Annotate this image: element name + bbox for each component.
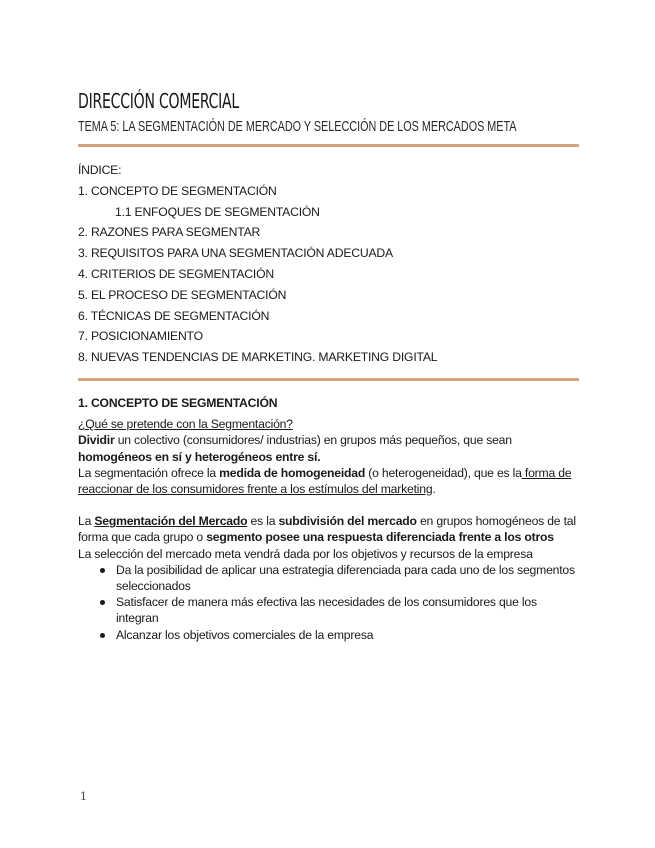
homog-text-start: La segmentación ofrece la <box>78 465 220 480</box>
homog-bold: medida de homogeneidad <box>219 465 366 480</box>
bullet-list <box>78 562 578 643</box>
divider-bottom <box>78 378 579 381</box>
toc-label: ÍNDICE: <box>78 163 122 177</box>
homog-end: . <box>432 482 436 497</box>
toc-item: 5. EL PROCESO DE SEGMENTACIÓN <box>78 287 287 302</box>
toc-item: 4. CRITERIOS DE SEGMENTACIÓN <box>78 266 274 281</box>
seg-bold-underline: Segmentación del Mercado <box>94 514 248 529</box>
def-bold-homogeneos: homogéneos en sí y heterogéneos entre sí. <box>78 449 321 464</box>
table-of-contents <box>78 160 437 368</box>
toc-item: 1. CONCEPTO DE SEGMENTACIÓN <box>78 183 277 198</box>
homog-underline: forma de reaccionar de los consumidores frente a los estímulos del marketing <box>78 465 572 497</box>
seg-text-mid: es la <box>247 514 279 529</box>
seg-text-groups: en grupos homogéneos de tal forma que cada grupo o <box>78 514 576 545</box>
toc-item: 8. NUEVAS TENDENCIAS DE MARKETING. MARKETING DIGITAL <box>78 350 438 365</box>
section-concepto <box>78 395 578 643</box>
list-item: Da la posibilidad de aplicar una estrategia diferenciada para cada uno de los segmentos seleccionados <box>116 562 578 594</box>
def-text: un colectivo (consumidores/ industrias) en grupos más pequeños, que sean <box>114 433 512 448</box>
paragraph-gap <box>78 497 578 513</box>
homog-text-mid: (o heterogeneidad), que es la <box>365 465 522 480</box>
toc-item: 2. RAZONES PARA SEGMENTAR <box>78 225 261 240</box>
section-question: ¿Qué se pretende con la Segmentación? <box>78 417 293 432</box>
segmentation-definition <box>78 513 578 545</box>
list-item: Satisfacer de manera más efectiva las necesidades de los consumidores que los integran <box>116 594 578 626</box>
definition-paragraph <box>78 432 578 464</box>
page-number: 1 <box>80 790 87 803</box>
document-subtitle: TEMA 5: LA SEGMENTACIÓN DE MERCADO Y SELECCIÓN DE LOS MERCADOS META <box>78 118 517 135</box>
document-page <box>78 0 578 848</box>
divider-top <box>78 144 579 147</box>
toc-item: 7. POSICIONAMIENTO <box>78 329 203 344</box>
toc-item: 6. TÉCNICAS DE SEGMENTACIÓN <box>78 308 270 323</box>
section-heading: 1. CONCEPTO DE SEGMENTACIÓN <box>78 396 278 410</box>
toc-item: 3. REQUISITOS PARA UNA SEGMENTACIÓN ADECUADA <box>78 246 393 261</box>
def-bold-dividir: Dividir <box>78 433 115 448</box>
seg-text-start: La <box>78 514 95 529</box>
seg-bold-subdivision: subdivisión del mercado <box>278 514 417 529</box>
seg-bold-response: segmento posee una respuesta diferenciada frente a los otros <box>206 530 554 545</box>
list-item: Alcanzar los objetivos comerciales de la empresa <box>116 627 578 643</box>
document-title: DIRECCIÓN COMERCIAL <box>78 89 240 113</box>
toc-subitem: 1.1 ENFOQUES DE SEGMENTACIÓN <box>115 204 320 219</box>
selection-paragraph: La selección del mercado meta vendrá dada por los objetivos y recursos de la empresa <box>78 546 533 561</box>
homogeneity-paragraph <box>78 465 578 497</box>
